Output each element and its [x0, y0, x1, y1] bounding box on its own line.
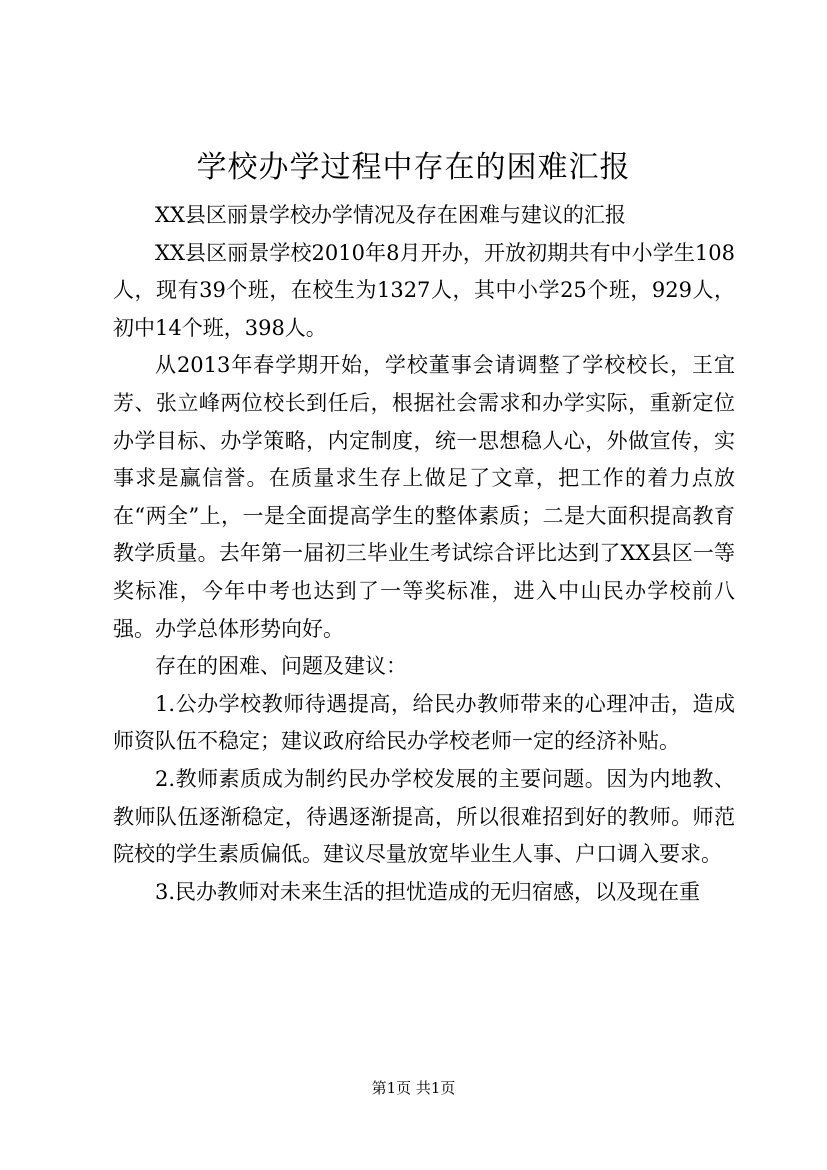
paragraph-reform: 从2013年春学期开始，学校董事会请调整了学校校长，王宜芳、张立峰两位校长到任后，根据社会需求和办学实际，重新定位办学目标、办学策略，内定制度，统一思想稳人心，外做宣传，实事求是赢信誉。在质量求生存上做足了文章，把工作的着力点放在“两全”上，一是全面提高学生的整体素质；二是大面积提高教育教学质量。去年第一届初三毕业生考试综合评比达到了XX县区一等奖标准，今年中考也达到了一等奖标准，进入中山民办学校前八强。办学总体形势向好。	[113, 353, 735, 641]
paragraph-subtitle: XX县区丽景学校办学情况及存在困难与建议的汇报	[155, 203, 626, 227]
paragraph-problem-1: 1.公办学校教师待遇提高，给民办教师带来的心理冲击，造成师资队伍不稳定；建议政府给民办学校老师一定的经济补贴。	[113, 691, 735, 754]
paragraph-problems-heading: 存在的困难、问题及建议：	[155, 654, 407, 679]
paragraph-problem-2: 2.教师素质成为制约民办学校发展的主要问题。因为内地教、教师队伍逐渐稳定，待遇逐渐提高，所以很难招到好的教师。师范院校的学生素质偏低。建议尽量放宽毕业生人事、户口调入要求。	[113, 766, 735, 867]
document-body	[113, 197, 735, 911]
page-footer: 第1页 共1页	[371, 1079, 456, 1097]
document-title: 学校办学过程中存在的困难汇报	[196, 150, 631, 185]
paragraph-school-overview: XX县区丽景学校2010年8月开办，开放初期共有中小学生108人，现有39个班，在校生为1327人，其中小学25个班，929人，初中14个班，398人。	[113, 240, 735, 340]
paragraph-problem-3: 3.民办教师对未来生活的担忧造成的无归宿感，以及现在重	[155, 879, 701, 904]
